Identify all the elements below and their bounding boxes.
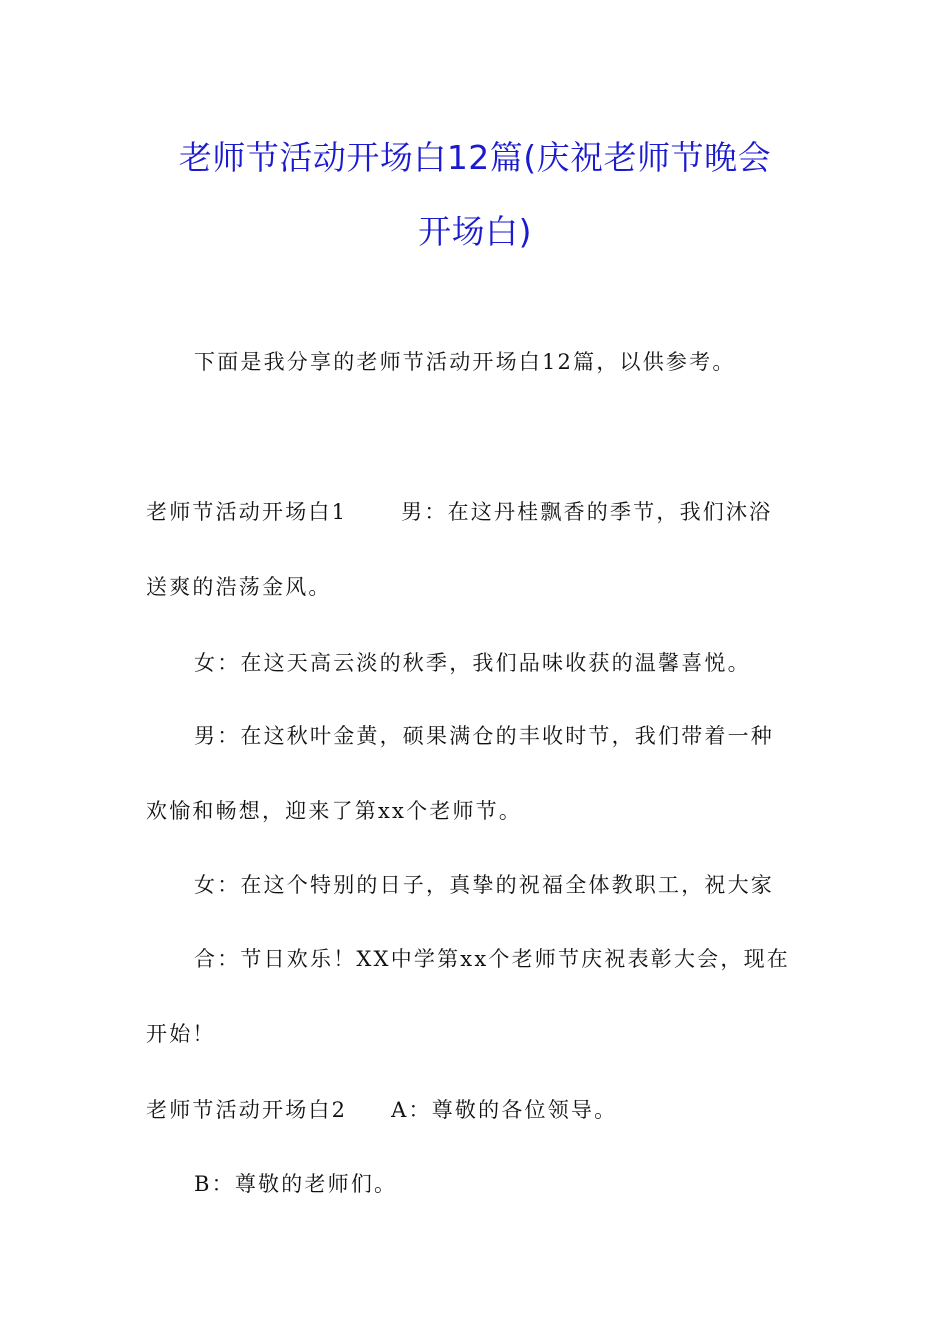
section1-opening-text: 男：在这丹桂飘香的季节，我们沐浴 (401, 500, 773, 524)
section2-opening-text: A：尊敬的各位领导。 (391, 1098, 618, 1122)
section1-opening-continued: 送爽的浩荡金风。 (146, 575, 332, 599)
document-title-line1: 老师节活动开场白12篇(庆祝老师节晚会 (178, 138, 772, 177)
section2-first-line (146, 1094, 617, 1124)
section1-paragraph-3-line2: 欢愉和畅想，迎来了第xx个老师节。 (146, 799, 523, 823)
section1-paragraph-5-line2: 开始！ (146, 1022, 216, 1046)
intro-paragraph: 下面是我分享的老师节活动开场白12篇，以供参考。 (194, 350, 736, 374)
section1-paragraph-2: 女：在这天高云淡的秋季，我们品味收获的温馨喜悦。 (194, 651, 751, 675)
section2-heading: 老师节活动开场白2 (146, 1098, 348, 1122)
section1-heading: 老师节活动开场白1 (146, 500, 348, 524)
section1-paragraph-3-line1: 男：在这秋叶金黄，硕果满仓的丰收时节，我们带着一种 (194, 724, 774, 748)
document-title-line2: 开场白) (418, 212, 532, 251)
section1-paragraph-5-line1: 合：节日欢乐！XX中学第xx个老师节庆祝表彰大会，现在 (194, 947, 790, 971)
section1-paragraph-4: 女：在这个特别的日子，真挚的祝福全体教职工，祝大家 (194, 873, 774, 897)
section2-paragraph-2: B：尊敬的老师们。 (194, 1172, 398, 1196)
section1-first-line (146, 496, 772, 526)
